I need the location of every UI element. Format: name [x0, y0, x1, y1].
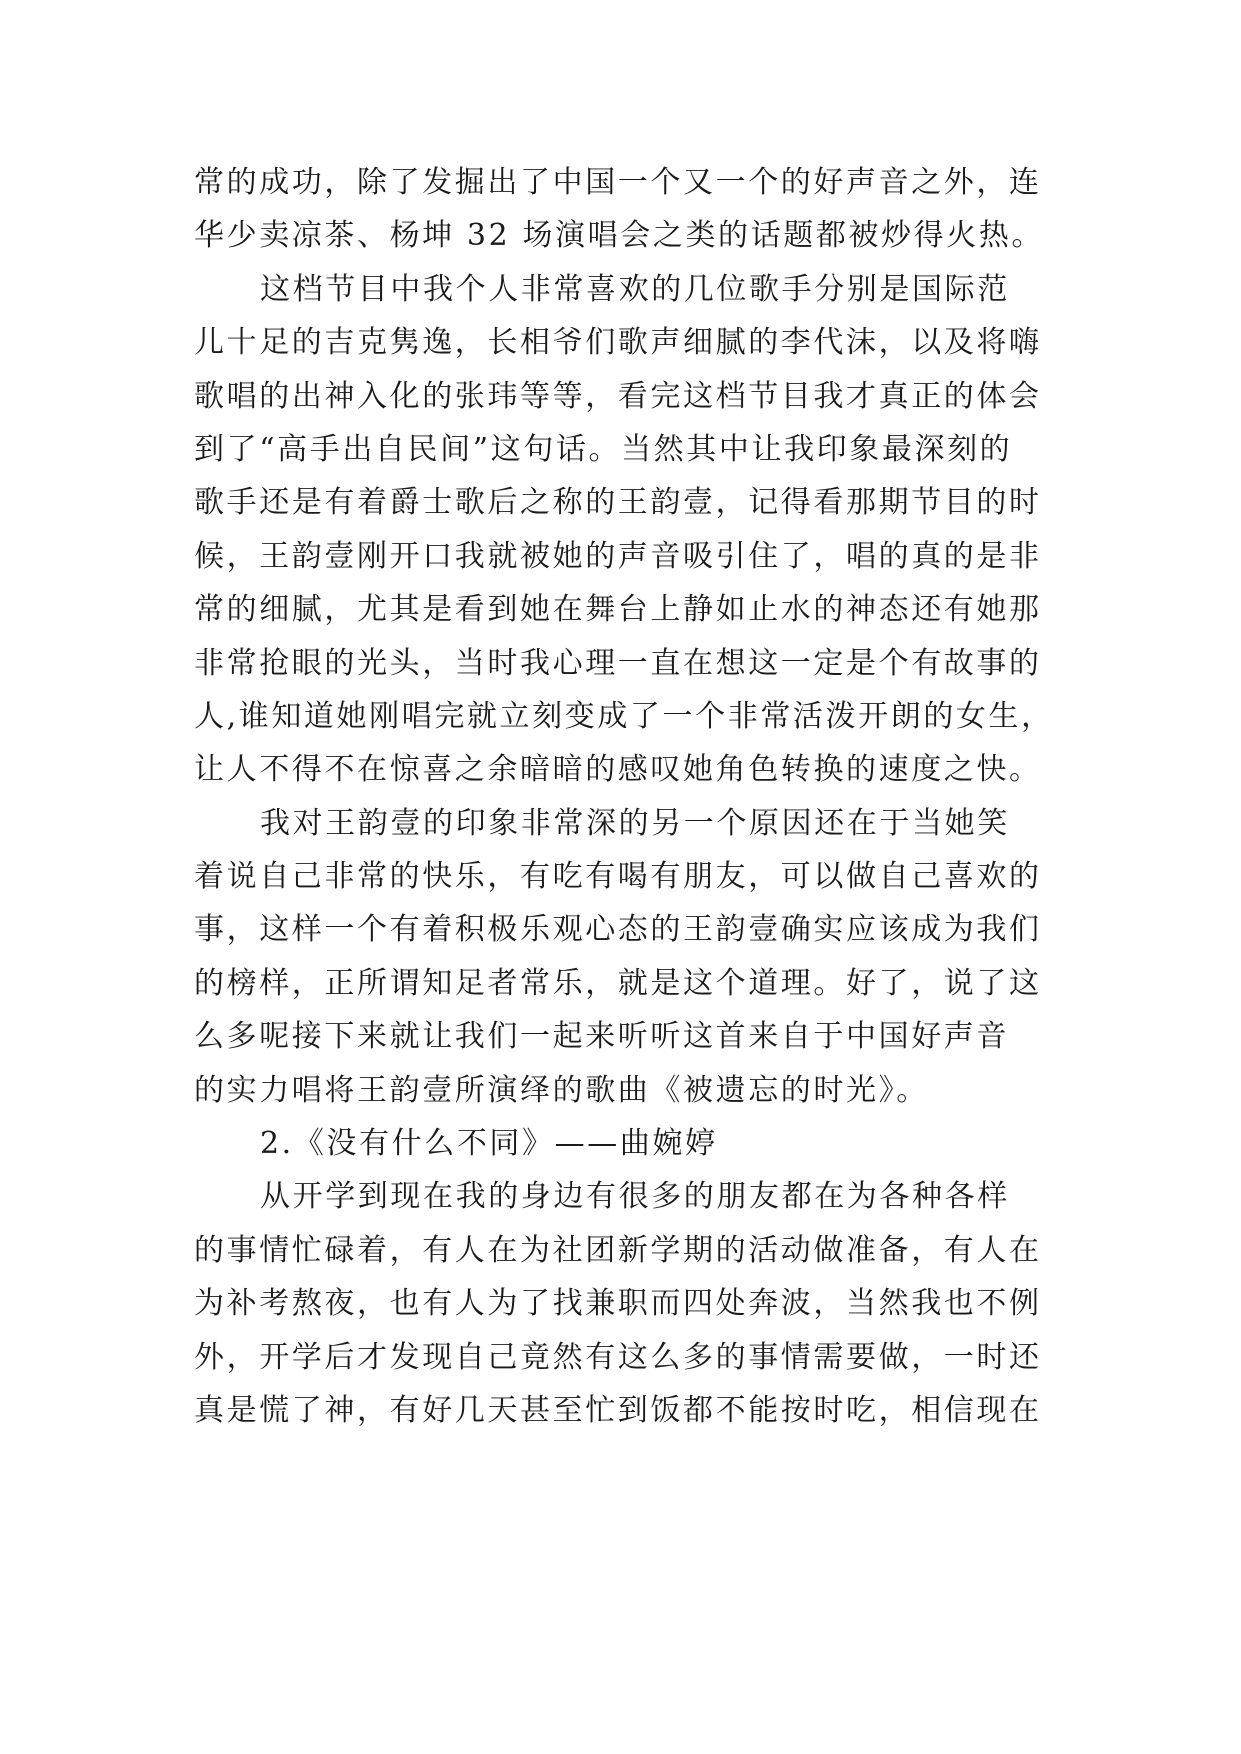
text-line: 常的细腻，尤其是看到她在舞台上静如止水的神态还有她那: [194, 592, 1042, 628]
text-line: 事，这样一个有着积极乐观心态的王韵壹确实应该成为我们: [194, 912, 1042, 948]
text-line: 到了“高手出自民间”这句话。当然其中让我印象最深刻的: [194, 431, 1013, 467]
paragraph-start-line: 从开学到现在我的身边有很多的朋友都在为各种各样: [260, 1179, 1010, 1215]
text-line: 歌唱的出神入化的张玮等等，看完这档节目我才真正的体会: [194, 378, 1042, 414]
section-heading: 2.《没有什么不同》——曲婉婷: [260, 1126, 718, 1162]
text-line: 么多呢接下来就让我们一起来听听这首来自于中国好声音: [194, 1019, 1009, 1055]
text-line: 真是慌了神，有好几天甚至忙到饭都不能按时吃，相信现在: [194, 1392, 1042, 1428]
text-line: 华少卖凉茶、杨坤 32 场演唱会之类的话题都被炒得火热。: [194, 218, 1045, 254]
text-line: 的榜样，正所谓知足者常乐，就是这个道理。好了，说了这: [194, 965, 1042, 1001]
text-line: 歌手还是有着爵士歌后之称的王韵壹，记得看那期节目的时: [194, 485, 1042, 521]
text-line: 让人不得不在惊喜之余暗暗的感叹她角色转换的速度之快。: [194, 752, 1042, 788]
text-line: 为补考熬夜，也有人为了找兼职而四处奔波，当然我也不例: [194, 1286, 1042, 1322]
text-line: 常的成功，除了发掘出了中国一个又一个的好声音之外，连: [194, 165, 1042, 200]
paragraph-start-line: 这档节目中我个人非常喜欢的几位歌手分别是国际范: [260, 271, 1010, 307]
text-line: 外，开学后才发现自己竟然有这么多的事情需要做，一时还: [194, 1339, 1042, 1375]
text-line: 人,谁知道她刚唱完就立刻变成了一个非常活泼开朗的女生，: [194, 698, 1054, 734]
text-line: 的实力唱将王韵壹所演绎的歌曲《被遗忘的时光》。: [194, 1072, 929, 1108]
text-line: 儿十足的吉克隽逸，长相爷们歌声细腻的李代沫，以及将嗨: [194, 325, 1042, 361]
text-line: 候，王韵壹刚开口我就被她的声音吸引住了，唱的真的是非: [194, 538, 1042, 574]
text-line: 非常抢眼的光头，当时我心理一直在想这一定是个有故事的: [194, 645, 1042, 681]
document-body: [194, 156, 1059, 1437]
text-line: 着说自己非常的快乐，有吃有喝有朋友，可以做自己喜欢的: [194, 859, 1042, 895]
paragraph-start-line: 我对王韵壹的印象非常深的另一个原因还在于当她笑: [260, 805, 1010, 841]
text-line: 的事情忙碌着，有人在为社团新学期的活动做准备，有人在: [194, 1232, 1042, 1268]
